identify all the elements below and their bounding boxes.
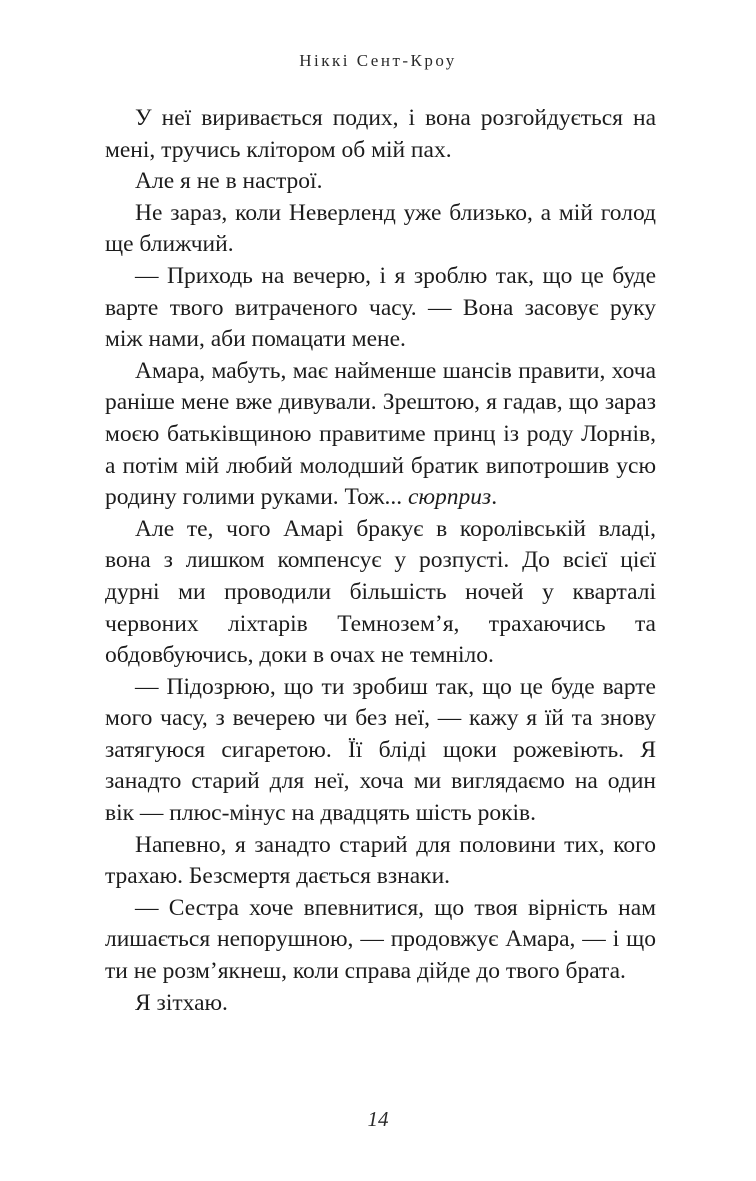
paragraph [105,672,656,830]
paragraph [105,514,656,672]
text-segment: — Підозрюю, що ти зробиш так, що це буде варте мого часу, з вечерею чи без неї, — кажу я їй та знову затягуюся сигаретою. Її бліді щоки рожевіють. Я занадто старий для неї, хоча ми виглядаємо на один вік — плюс-мінус на двадцять шість років. [105,673,656,827]
text-segment: Я зітхаю. [135,989,228,1016]
text-segment: У неї виривається подих, і вона розгойдується на мені, тручись клітором об мій пах. [105,105,656,163]
running-header-author: Ніккі Сент-Кроу [299,51,457,70]
text-segment: — Приходь на вечерю, і я зроблю так, що це буде варте твого витраченого часу. — Вона засовує руку між нами, аби помацати мене. [105,262,656,353]
text-segment: . [491,484,498,511]
text-segment: Але я не в настрої. [135,168,323,195]
italic-text-segment: сюрприз [408,484,492,511]
body-text [105,103,656,1019]
paragraph [105,103,656,166]
paragraph [105,261,656,356]
text-segment: Напевно, я занадто старий для половини тих, кого трахаю. Безсмертя дається взнаки. [105,831,656,890]
text-segment: Не зараз, коли Неверленд уже близько, а мій голод ще ближчий. [105,199,656,258]
paragraph [105,830,656,893]
paragraph [105,356,656,514]
text-segment: Але те, чого Амарі бракує в королівській владі, вона з лишком компенсує у розпусті. До всієї цієї дурні ми проводили більшість ночей у кварталі червоних ліхтарів Темнозем’я, трахаючись та обдовбуючись, доки в очах не темніло. [105,515,656,669]
paragraph [105,166,656,198]
text-segment: Амара, мабуть, має найменше шансів правити, хоча раніше мене вже дивували. Зрештою, я гадав, що зараз моєю батьківщиною правитиме принц із роду Лорнів, а потім мій любий молодший братик випотрошив усю родину голими руками. Тож... [105,357,656,511]
paragraph [105,988,656,1020]
paragraph [105,198,656,261]
text-segment: — Сестра хоче впевнитися, що твоя вірність нам лишається непорушною, — продовжує Амара, — і що ти не розм’якнеш, коли справа дійде до твого брата. [105,894,656,985]
page-number: 14 [367,1107,389,1131]
paragraph [105,893,656,988]
